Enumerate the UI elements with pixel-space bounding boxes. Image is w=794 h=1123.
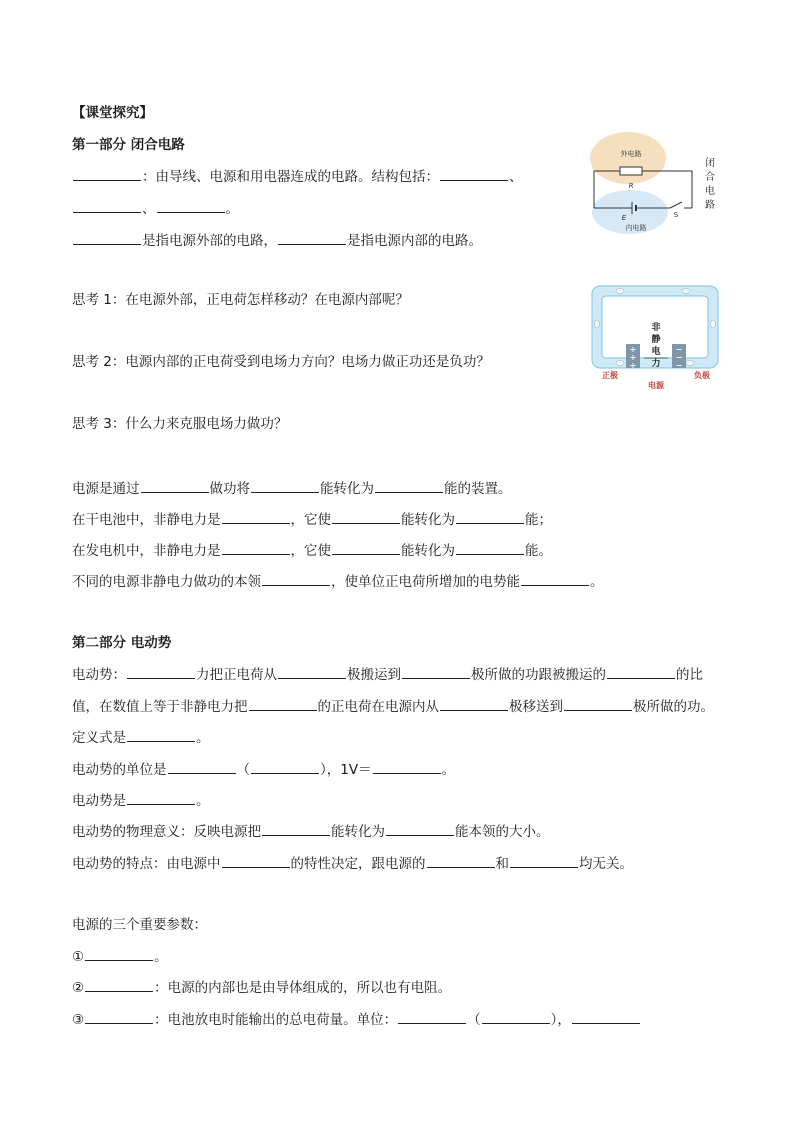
power-line-2: 在干电池中，非静电力是 ，它使 能转化为 能； [72, 509, 552, 530]
emf-line-5: 电动势是 。 [72, 790, 210, 811]
part1-title: 第一部分 闭合电路 [72, 137, 185, 153]
blank[interactable] [85, 1009, 153, 1024]
blank[interactable] [398, 1009, 466, 1024]
blank[interactable] [222, 540, 290, 555]
resistor [620, 167, 642, 175]
blank[interactable] [440, 696, 508, 711]
blank[interactable] [251, 478, 319, 493]
svg-text:−: − [675, 345, 683, 354]
blank[interactable] [85, 946, 153, 961]
emf-line-1: 电动势： 力把正电荷从 极搬运到 极所做的功跟被搬运的 的比 [72, 664, 703, 685]
svg-text:电: 电 [651, 347, 661, 357]
blank[interactable] [127, 790, 195, 805]
blank[interactable] [427, 853, 495, 868]
svg-text:静: 静 [651, 335, 661, 345]
blank[interactable] [456, 540, 524, 555]
positive-label: 正极 [602, 371, 618, 380]
inner-circuit-label: 内电路 [625, 224, 647, 232]
emf-line-2: 值，在数值上等于非静电力把 的正电荷在电源内从 极移送到 极所做的功。 [72, 696, 714, 717]
closed-circuit-line-1: ：由导线、电源和用电器连成的电路。结构包括： 、 [72, 166, 523, 187]
svg-text:非: 非 [651, 323, 661, 333]
emf-line-4: 电动势的单位是 （ ），1V＝ 。 [72, 759, 455, 780]
outer-circuit-region [590, 132, 666, 184]
param-3: ③ ：电池放电时能输出的总电荷量。单位： （ ）， [72, 1009, 641, 1030]
power-line-3: 在发电机中，非静电力是 ，它使 能转化为 能。 [72, 540, 552, 561]
blank[interactable] [85, 977, 153, 992]
svg-text:闭: 闭 [705, 158, 715, 169]
negative-label: 负极 [694, 371, 710, 380]
blank[interactable] [127, 664, 195, 679]
emf-line-3: 定义式是 。 [72, 727, 210, 748]
blank[interactable] [521, 571, 589, 586]
blank[interactable] [482, 1009, 550, 1024]
svg-text:E: E [621, 214, 627, 222]
source-label: 电源 [648, 381, 664, 390]
think-1: 思考 1：在电源外部，正电荷怎样移动？在电源内部呢？ [72, 292, 409, 308]
blank[interactable] [157, 198, 225, 213]
emf-line-7: 电动势的特点：由电源中 的特性决定，跟电源的 和 均无关。 [72, 853, 633, 874]
closed-circuit-line-2: 、 。 [72, 198, 239, 219]
blank[interactable] [440, 166, 508, 181]
svg-text:−: − [675, 361, 683, 370]
svg-text:+: + [629, 345, 637, 354]
svg-text:R: R [628, 182, 634, 190]
blank[interactable] [386, 821, 454, 836]
blank[interactable] [141, 478, 209, 493]
emf-line-6: 电动势的物理意义：反映电源把 能转化为 能本领的大小。 [72, 821, 550, 842]
blank[interactable] [607, 664, 675, 679]
section-header: 【课堂探究】 [72, 105, 153, 121]
svg-text:路: 路 [705, 200, 715, 211]
blank[interactable] [402, 664, 470, 679]
svg-text:+: + [629, 353, 637, 362]
svg-text:力: 力 [651, 359, 661, 369]
blank[interactable] [127, 727, 195, 742]
think-3: 思考 3：什么力来克服电场力做功？ [72, 416, 288, 432]
blank[interactable] [222, 853, 290, 868]
blank[interactable] [373, 759, 441, 774]
blank[interactable] [375, 478, 443, 493]
blank[interactable] [278, 664, 346, 679]
outer-circuit-label: 外电路 [620, 150, 642, 158]
blank[interactable] [332, 509, 400, 524]
param-1: ① 。 [72, 946, 168, 967]
blank[interactable] [262, 821, 330, 836]
svg-text:合: 合 [705, 172, 715, 183]
svg-text:+: + [629, 361, 637, 370]
blank[interactable] [73, 166, 141, 181]
blank[interactable] [251, 759, 319, 774]
closed-circuit-line-3: 是指电源外部的电路， 是指电源内部的电路。 [72, 230, 482, 251]
blank[interactable] [222, 509, 290, 524]
blank[interactable] [572, 1009, 640, 1024]
svg-text:S: S [673, 211, 679, 219]
blank[interactable] [168, 759, 236, 774]
closed-circuit-figure [584, 126, 724, 238]
blank[interactable] [73, 198, 141, 213]
power-line-1: 电源是通过 做功将 能转化为 能的装置。 [72, 478, 512, 499]
blank[interactable] [262, 571, 330, 586]
blank[interactable] [278, 230, 346, 245]
blank[interactable] [332, 540, 400, 555]
blank[interactable] [510, 853, 578, 868]
svg-text:−: − [675, 353, 683, 362]
switch-blade [670, 202, 682, 208]
param-2: ② ：电源的内部也是由导体组成的，所以也有电阻。 [72, 977, 451, 998]
blank[interactable] [456, 509, 524, 524]
battery-loop-figure [590, 284, 722, 390]
part2-title: 第二部分 电动势 [72, 635, 172, 651]
svg-text:电: 电 [705, 186, 715, 197]
params-title: 电源的三个重要参数： [72, 917, 207, 933]
blank[interactable] [564, 696, 632, 711]
blank[interactable] [73, 230, 141, 245]
think-2: 思考 2：电源内部的正电荷受到电场力方向？电场力做正功还是负功？ [72, 354, 490, 370]
blank[interactable] [249, 696, 317, 711]
power-line-4: 不同的电源非静电力做功的本领 ，使单位正电荷所增加的电势能 。 [72, 571, 604, 592]
